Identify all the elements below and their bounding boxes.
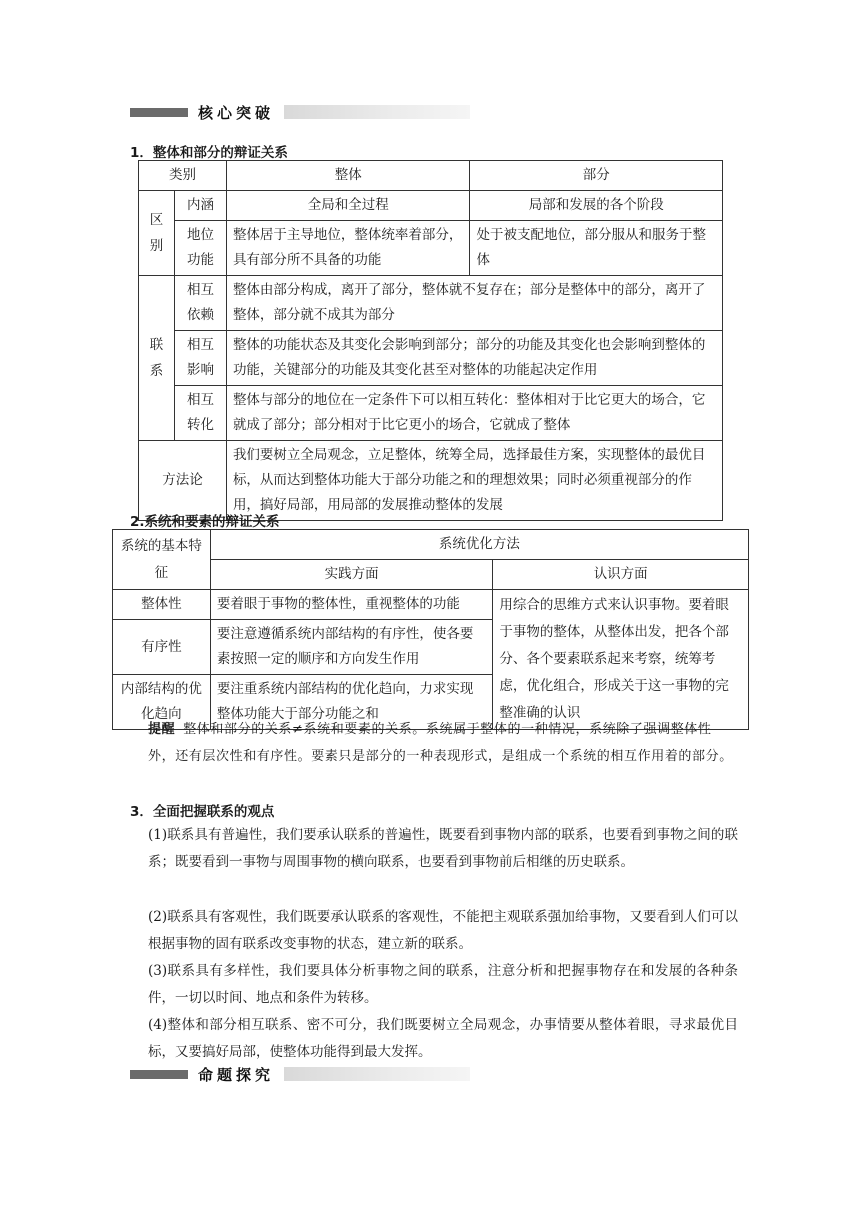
- header-basic-feature: 系统的基本特征: [113, 530, 211, 590]
- table-row: [139, 441, 723, 521]
- section-bar-dark: [130, 1070, 188, 1079]
- cell-cognition: 用综合的思维方式来认识事物。要着眼于事物的整体，从整体出发，把各个部分、各个要素联系起来考察，统筹考虑，优化组合，形成关于这一事物的完整准确的认识: [493, 590, 749, 730]
- heading-whole-part: 1．整体和部分的辩证关系: [130, 145, 288, 161]
- cell-practice: 要注意遵循系统内部结构的有序性，使各要素按照一定的顺序和方向发生作用: [210, 620, 493, 675]
- tip-label: 提醒: [148, 722, 176, 737]
- heading-grasp-connection: 3．全面把握联系的观点: [130, 804, 275, 820]
- header-cognition: 认识方面: [493, 560, 749, 590]
- table-header-row: [139, 161, 723, 191]
- row-label: 内涵: [174, 191, 226, 221]
- section-header-explore: [130, 1065, 470, 1083]
- tip-note: [148, 716, 738, 770]
- point-3: (3)联系具有多样性，我们要具体分析事物之间的联系，注意分析和把握事物存在和发展的各种条件，一切以时间、地点和条件为转移。: [148, 963, 738, 1006]
- cell-part: 局部和发展的各个阶段: [470, 191, 723, 221]
- row-label: 相互依赖: [174, 276, 226, 331]
- cell-text: 我们要树立全局观念，立足整体，统筹全局，选择最佳方案，实现整体的最优目标，从而达到整体功能大于部分功能之和的理想效果；同时必须重视部分的作用，搞好局部，用局部的发展推动整体的发展: [226, 441, 722, 521]
- cell-feature: 整体性: [113, 590, 211, 620]
- table-row: [113, 590, 749, 620]
- header-whole: 整体: [226, 161, 470, 191]
- cell-feature: 内部结构的优化趋向: [113, 675, 211, 730]
- header-optimize-method: 系统优化方法: [210, 530, 748, 560]
- table-row: [139, 221, 723, 276]
- cell-whole: 全局和全过程: [226, 191, 470, 221]
- group-connection: 联系: [139, 276, 175, 441]
- cell-text: 整体由部分构成，离开了部分，整体就不复存在；部分是整体中的部分，离开了整体，部分就不成其为部分: [226, 276, 722, 331]
- section-header-core: [130, 103, 470, 121]
- row-label: 地位功能: [174, 221, 226, 276]
- header-category: 类别: [139, 161, 227, 191]
- point-4: (4)整体和部分相互联系、密不可分，我们既要树立全局观念，办事情要从整体着眼，寻求最优目标，又要搞好局部，使整体功能得到最大发挥。: [148, 1017, 738, 1060]
- heading-system-element: 2.系统和要素的辩证关系: [130, 514, 280, 530]
- header-practice: 实践方面: [210, 560, 493, 590]
- header-part: 部分: [470, 161, 723, 191]
- point-1: (1)联系具有普遍性，我们要承认联系的普遍性，既要看到事物内部的联系，也要看到事物之间的联系；既要看到一事物与周围事物的横向联系，也要看到事物前后相继的历史联系。: [148, 827, 738, 870]
- section-title: 命题探究: [198, 1065, 275, 1084]
- cell-whole: 整体居于主导地位，整体统率着部分，具有部分所不具备的功能: [226, 221, 470, 276]
- cell-text: 整体与部分的地位在一定条件下可以相互转化：整体相对于比它更大的场合，它就成了部分；部分相对于比它更小的场合，它就成了整体: [226, 386, 722, 441]
- cell-text: 整体的功能状态及其变化会影响到部分；部分的功能及其变化也会影响到整体的功能，关键部分的功能及其变化甚至对整体的功能起决定作用: [226, 331, 722, 386]
- whole-part-table: [138, 160, 723, 521]
- row-label: 方法论: [139, 441, 227, 521]
- cell-practice: 要注重系统内部结构的优化趋向，力求实现整体功能大于部分功能之和: [210, 675, 493, 730]
- table-row: [139, 191, 723, 221]
- cell-feature: 有序性: [113, 620, 211, 675]
- tip-text: 整体和部分的关系≠系统和要素的关系。系统属于整体的一种情况，系统除了强调整体性外，还有层次性和有序性。要素只是部分的一种表现形式，是组成一个系统的相互作用着的部分。: [148, 722, 733, 764]
- row-label: 相互影响: [174, 331, 226, 386]
- point-2: (2)联系具有客观性，我们既要承认联系的客观性，不能把主观联系强加给事物，又要看到人们可以根据事物的固有联系改变事物的状态，建立新的联系。: [148, 909, 738, 952]
- table-row: [139, 331, 723, 386]
- system-element-table: [112, 529, 749, 730]
- section-bar-light: [284, 105, 470, 119]
- cell-practice: 要着眼于事物的整体性，重视整体的功能: [210, 590, 493, 620]
- section-title: 核心突破: [198, 103, 275, 122]
- table-header-row: [113, 530, 749, 560]
- table-row: [139, 386, 723, 441]
- row-label: 相互转化: [174, 386, 226, 441]
- cell-part: 处于被支配地位，部分服从和服务于整体: [470, 221, 723, 276]
- table-row: [139, 276, 723, 331]
- group-difference: 区别: [139, 191, 175, 276]
- section-bar-light: [284, 1067, 470, 1081]
- section-bar-dark: [130, 108, 188, 117]
